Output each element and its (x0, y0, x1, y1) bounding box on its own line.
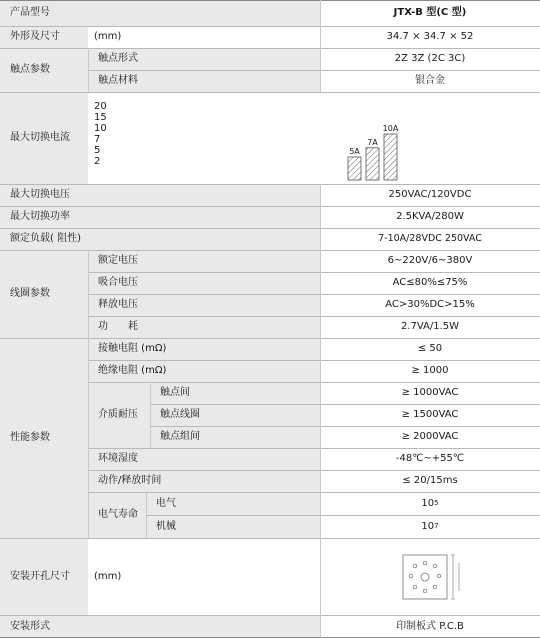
contact-res-label-cell (88, 338, 320, 360)
contact-form-label: 触点形式 (98, 53, 138, 64)
ytick-label: 10 (94, 123, 107, 134)
ytick-label: 15 (94, 112, 107, 123)
ambient-value-cell (320, 448, 540, 470)
mount-hole-label-cell (0, 538, 88, 615)
dielectric-label: 介质耐压 (98, 409, 138, 420)
max-voltage-value: 250VAC/120VDC (388, 189, 472, 200)
bar-label-5a: 5A (349, 147, 360, 156)
perf-group-cell (0, 338, 88, 538)
life-mech-label: 机械 (156, 520, 176, 532)
row-divider (0, 92, 540, 93)
column-divider (88, 48, 89, 92)
row-divider (0, 26, 540, 27)
rated-load-value: 7-10A/28VDC 250VAC (378, 233, 482, 245)
action-label-cell (88, 470, 320, 492)
diel-2-value: ≥ 1500VAC (401, 409, 459, 420)
ambient-value: -48℃~+55℃ (395, 453, 465, 464)
contact-material-label: 触点材料 (98, 75, 138, 86)
row-divider (0, 206, 540, 207)
diel-3-value-cell (320, 426, 540, 448)
coil-group-label: 线圈参数 (10, 288, 50, 299)
bar-label-7a: 7A (367, 137, 378, 147)
release-label-cell (88, 294, 320, 316)
pickup-label: 吸合电压 (98, 277, 138, 288)
mount-hole-label: 安装开孔尺寸 (10, 570, 70, 582)
life-label: 电气寿命 (98, 509, 138, 520)
contact-res-value-cell (320, 338, 540, 360)
diel-1-value-cell (320, 382, 540, 404)
diel-2-label: 触点线圈 (160, 409, 200, 420)
row-divider (88, 316, 540, 317)
table-border-top (0, 0, 540, 1)
insul-res-label-cell (88, 360, 320, 382)
size-value-cell (320, 26, 540, 48)
max-power-value: 2.5KVA/280W (396, 211, 464, 222)
column-divider (320, 184, 321, 615)
contact-group-label: 触点参数 (10, 64, 50, 75)
contact-material-value: 银合金 (415, 75, 445, 86)
row-divider (88, 448, 540, 449)
perf-group-label: 性能参数 (10, 432, 50, 443)
life-mech-value-cell (320, 515, 540, 538)
row-divider (88, 272, 540, 273)
rated-voltage-label-cell (88, 250, 320, 272)
diel-1-label: 触点间 (160, 387, 190, 398)
bar-10a (384, 134, 397, 180)
max-current-bar-chart (330, 112, 420, 182)
coil-group-cell (0, 250, 88, 338)
contact-group-cell (0, 48, 88, 92)
life-elec-value-cell (320, 492, 540, 515)
row-divider (0, 184, 540, 185)
pickup-label-cell (88, 272, 320, 294)
row-divider (88, 70, 540, 71)
row-divider (146, 515, 540, 516)
ytick-label: 7 (94, 134, 101, 145)
diel-2-label-cell (150, 404, 320, 426)
rated-load-label: 额定负载( 阻性) (10, 233, 81, 244)
row-divider (88, 492, 540, 493)
max-current-label-cell (0, 92, 88, 184)
row-divider (88, 470, 540, 471)
max-power-label-cell (0, 206, 320, 228)
mount-form-value: 印制板式 P.C.B (396, 620, 464, 632)
life-mech-label-cell (146, 515, 320, 538)
diel-3-label-cell (150, 426, 320, 448)
contact-material-value-cell (320, 70, 540, 92)
contact-form-label-cell (88, 48, 320, 70)
dielectric-label-cell (88, 382, 150, 448)
model-value: JTX-B 型(C 型) (393, 7, 467, 18)
ytick-label: 20 (94, 101, 107, 112)
row-divider (88, 294, 540, 295)
life-label-cell (88, 492, 146, 538)
max-voltage-value-cell (320, 184, 540, 206)
mount-form-label-cell (0, 615, 320, 638)
power-value: 2.7VA/1.5W (400, 321, 460, 332)
row-divider (0, 48, 540, 49)
ytick-label: 2 (94, 156, 101, 167)
column-divider (146, 492, 147, 538)
column-divider (88, 250, 89, 538)
insul-res-value-cell (320, 360, 540, 382)
ytick-label: 5 (94, 145, 101, 156)
column-divider (320, 615, 321, 638)
row-divider (0, 228, 540, 229)
release-label: 释放电压 (98, 299, 138, 310)
max-voltage-label: 最大切换电压 (10, 189, 70, 200)
diel-1-label-cell (150, 382, 320, 404)
ambient-label: 环境湿度 (98, 453, 138, 464)
life-elec-base: 10 (421, 497, 435, 509)
pickup-value-cell (320, 272, 540, 294)
diel-2-value-cell (320, 404, 540, 426)
rated-voltage-label: 额定电压 (98, 255, 138, 266)
action-value: ≤ 20/15ms (402, 475, 458, 486)
action-label: 动作/释放时间 (98, 475, 162, 486)
size-unit-cell (88, 26, 320, 48)
life-elec-label-cell (146, 492, 320, 515)
row-divider (0, 250, 540, 251)
power-value-cell (320, 316, 540, 338)
diel-1-value: ≥ 1000VAC (401, 387, 459, 398)
diel-3-value: ≥ 2000VAC (401, 431, 459, 442)
pickup-value: AC≤80%≤75% (392, 277, 468, 288)
size-unit: (mm) (94, 31, 122, 42)
power-label: 功 耗 (98, 321, 138, 332)
rated-voltage-value: 6~220V/6~380V (387, 255, 473, 266)
release-value-cell (320, 294, 540, 316)
row-divider (88, 360, 540, 361)
diel-3-label: 触点组间 (160, 431, 200, 442)
row-divider (150, 426, 540, 427)
mount-hole-unit: (mm) (94, 570, 122, 582)
size-value: 34.7 × 34.7 × 52 (386, 31, 474, 42)
rated-load-label-cell (0, 228, 320, 250)
bar-5a (348, 157, 361, 180)
life-mech-exp: 7 (434, 522, 439, 530)
mount-hole-unit-cell (88, 538, 320, 615)
power-label-cell (88, 316, 320, 338)
contact-form-value: 2Z 3Z (2C 3C) (394, 53, 466, 64)
ambient-label-cell (88, 448, 320, 470)
life-mech-base: 10 (421, 520, 435, 532)
rated-load-value-cell (320, 228, 540, 250)
row-divider (150, 404, 540, 405)
mount-form-value-cell (320, 615, 540, 638)
life-elec-label: 电气 (156, 497, 176, 509)
model-label: 产品型号 (10, 7, 50, 18)
row-divider (88, 382, 540, 383)
model-label-cell (0, 0, 320, 26)
max-current-chart-cell (88, 92, 540, 184)
release-value: AC>30%DC>15% (385, 299, 475, 310)
chart-y-ticks (94, 101, 107, 167)
action-value-cell (320, 470, 540, 492)
contact-res-label: 接触电阻 (mΩ) (98, 343, 167, 354)
mount-hole-drawing (395, 545, 465, 609)
life-elec-exp: 5 (434, 499, 439, 507)
row-divider (0, 338, 540, 339)
model-value-cell (320, 0, 540, 26)
size-label-cell (0, 26, 88, 48)
max-power-value-cell (320, 206, 540, 228)
column-divider (150, 382, 151, 448)
max-current-label: 最大切换电流 (10, 132, 70, 143)
insul-res-value: ≥ 1000 (411, 365, 449, 376)
bar-label-10a: 10A (382, 124, 399, 133)
max-power-label: 最大切换功率 (10, 211, 70, 222)
column-divider (320, 0, 321, 92)
contact-form-value-cell (320, 48, 540, 70)
mount-hole-drawing-cell (320, 538, 540, 615)
bar-7a (366, 148, 379, 180)
max-voltage-label-cell (0, 184, 320, 206)
contact-res-value: ≤ 50 (417, 343, 443, 354)
rated-voltage-value-cell (320, 250, 540, 272)
contact-material-label-cell (88, 70, 320, 92)
row-divider (0, 615, 540, 616)
row-divider (0, 538, 540, 539)
insul-res-label: 绝缘电阻 (mΩ) (98, 365, 167, 376)
mount-form-label: 安装形式 (10, 620, 50, 632)
size-label: 外形及尺寸 (10, 31, 60, 42)
